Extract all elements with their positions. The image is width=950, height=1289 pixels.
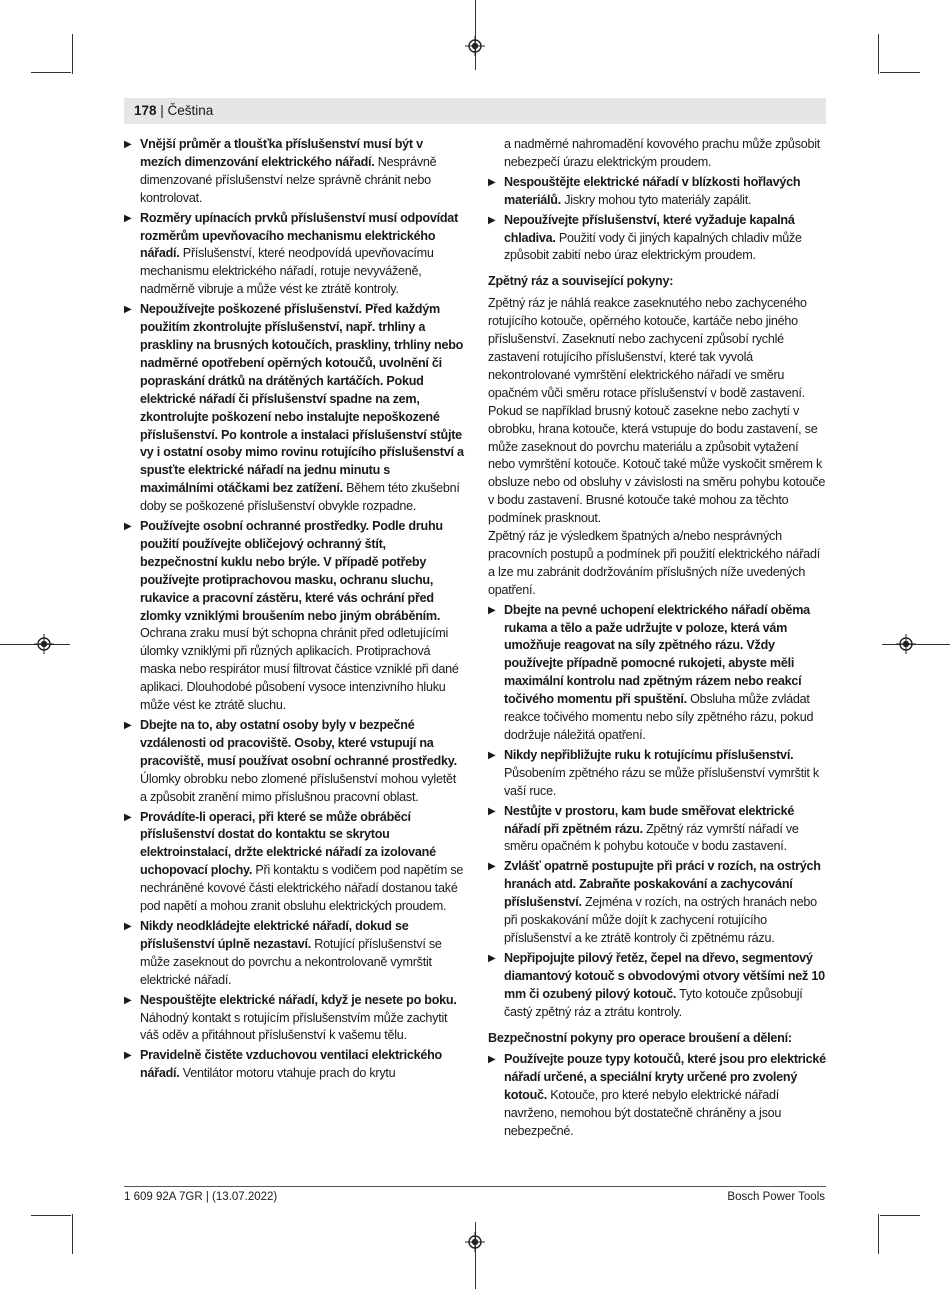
section-heading-kickback: Zpětný ráz a související pokyny: [488, 274, 674, 289]
bullet-item [124, 518, 464, 715]
bullet-triangle-icon: ▶ [124, 212, 132, 224]
bullet-normal-text: Působením zpětného rázu se může příslušenství vymrštit k vaší ruce. [504, 765, 819, 798]
bullet-triangle-icon: ▶ [124, 304, 132, 316]
bullet-normal-text: Příslušenství, které neodpovídá upevňovacímu mechanismu elektrického nářadí, rotuje nevyváženě, nadměrně vibruje a může vést ke ztrátě kontroly. [140, 246, 434, 297]
bullet-item [488, 803, 828, 857]
bullet-item [124, 1047, 464, 1083]
footer-doc-code: 1 609 92A 7GR | (13.07.2022) [124, 1191, 278, 1203]
bullet-triangle-icon: ▶ [124, 521, 132, 533]
bullet-triangle-icon: ▶ [124, 994, 132, 1006]
bullet-normal-text: Zejména v rozích, na ostrých hranách nebo při poskakování může dojít k zachycení rotujícího příslušenství a ke ztrátě kontroly či zpětnému rázu. [504, 895, 817, 945]
bullet-bold-text: Rozměry upínacích prvků příslušenství musí odpovídat rozměrům upevňovacího mechanismu elektrického nářadí. [140, 210, 459, 261]
bullet-bold-text: Provádíte-li operaci, při které se může obráběcí příslušenství dostat do kontaktu se skrytou elektroinstalací, držte elektrické nářadí za izolované uchopovací plochy. [140, 809, 436, 878]
bullet-item [124, 918, 464, 990]
bullet-bold-text: Nepoužívejte poškozené příslušenství. Před každým použitím zkontrolujte příslušenství, např. trhliny a praskliny na brusných kotoučích, praskliny, trhliny nebo nadměrné opotřebení opěrných kotoučů, uvolnění či popraskání drátků na drátěných kartáčích. Pokud elektrické nářadí či příslušenství spadne na zem, zkontrolujte poškození nebo instalujte nepoškozené příslušenství. Po kontrole a instalaci příslušenství stůjte vy i ostatní osoby mimo rovinu rotujícího příslušenství a spusťte elektrické nářadí na jednu minutu s maximálními otáčkami bez zatížení. [140, 302, 464, 496]
bullet-bold-text: Dbejte na pevné uchopení elektrického nářadí oběma rukama a tělo a paže udržujte v poloze, která vám umožňuje reagovat na síly zpětného rázu. Vždy používejte případně pomocné rukojeti, abyste měli maximální kontrolu nad zpětným rázem nebo reakcí točivého momentu při spuštění. [504, 602, 810, 707]
footer-rule [124, 1186, 826, 1187]
bullet-bold-text: Nikdy nepřibližujte ruku k rotujícímu příslušenství. [504, 747, 794, 762]
bullet-bold-text: Nikdy neodkládejte elektrické nářadí, dokud se příslušenství úplně nezastaví. [140, 918, 409, 951]
bullet-normal-text: Kotouče, pro které nebylo elektrické nářadí navrženo, nemohou být dostatečně chráněny a jsou nebezpečné. [504, 1088, 782, 1139]
registration-mark-icon [34, 634, 54, 654]
bullet-normal-text: Ochrana zraku musí být schopna chránit před odletujícími úlomky vzniklými při různých aplikacích. Protiprachová maska nebo respirátor musí filtrovat částice vzniklé při dané aplikaci. Dlouhodobé působení vysoce intenzivního hluku může vést ke ztrátě sluchu. [140, 626, 459, 713]
bullet-bold-text: Používejte osobní ochranné prostředky. Podle druhu použití používejte obličejový ochranný štít, bezpečnostní kuklu nebo brýle. V případě potřeby používejte protiprachovou masku, ochranu sluchu, rukavice a pracovní zástěru, které vás ochrání před zlomky vzniklými broušením nebo jiným obráběním. [140, 519, 443, 623]
bullet-bold-text: Vnější průměr a tloušťka příslušenství musí být v mezích dimenzování elektrického nářadí. [140, 137, 423, 169]
bullet-item [488, 1051, 828, 1141]
bullet-bold-text: Nepřipojujte pilový řetěz, čepel na dřevo, segmentový diamantový kotouč s obvodovými otvory většími než 10 mm či ozubený pilový kotouč. [504, 950, 825, 1001]
page-number: 178 [134, 103, 157, 118]
bullet-normal-text: Použití vody či jiných kapalných chladiv může způsobit zabití nebo úraz elektrickým proudem. [504, 230, 802, 263]
bullet-item [124, 809, 464, 916]
bullet-triangle-icon: ▶ [488, 214, 496, 226]
crop-mark [31, 72, 71, 73]
crop-mark [475, 0, 476, 70]
bullet-triangle-icon: ▶ [124, 920, 132, 932]
bullet-bold-text: Zvlášť opatrně postupujte při práci v rozích, na ostrých hranách atd. Zabraňte poskakování a zachycování příslušenství. [504, 859, 821, 910]
bullet-bold-text: Nepoužívejte příslušenství, které vyžaduje kapalná chladiva. [504, 212, 795, 245]
crop-mark [72, 1214, 73, 1254]
bullet-bold-text: Používejte pouze typy kotoučů, které jsou pro elektrické nářadí určené, a speciální kryty určené pro zvolený kotouč. [504, 1052, 826, 1103]
bullet-normal-text: Nesprávně dimenzované příslušenství nelze správně chránit nebo kontrolovat. [140, 154, 437, 205]
crop-mark [878, 1214, 879, 1254]
bullet-item [488, 858, 828, 948]
bullet-triangle-icon: ▶ [488, 805, 496, 817]
page-header [134, 102, 213, 120]
crop-mark [878, 34, 879, 74]
bullet-normal-text: Zpětný ráz vymrští nářadí ve směru opačném k pohybu kotouče v bodu zastavení. [504, 821, 799, 854]
crop-mark [880, 1215, 920, 1216]
bullet-triangle-icon: ▶ [488, 749, 496, 761]
bullet-normal-text: Jiskry mohou tyto materiály zapálit. [561, 192, 752, 207]
kickback-paragraph: Zpětný ráz je náhlá reakce zaseknutého nebo zachyceného rotujícího kotouče, opěrného kotouče, kartáče nebo jiného příslušenství. Zaseknutí nebo zachycení způsobí rychlé zastavení rotujícího příslušenství, které tak vyvolá nekontrolované vymrštění elektrického nářadí ve směru opačném vůči směru rotace příslušenství v bodě zastavení. Pokud se například brusný kotouč zasekne nebo zachytí v obrobku, hrana kotouče, která vstupuje do bodu zastavení, se může zaseknout do povrchu materiálu a způsobit vytažení nebo vymrštění kotouče. Kotouč také může vyskočit směrem k obsluze nebo od obsluhy v závislosti na směru pohybu kotouče v bodu zastavení. Brusné kotouče také mohou za těchto podmínek prasknout. [488, 296, 826, 526]
bullet-triangle-icon: ▶ [124, 720, 132, 731]
registration-mark-icon [465, 36, 485, 56]
kickback-paragraph: Zpětný ráz je výsledkem špatných a/nebo nesprávných pracovních postupů a podmínek při použití elektrického nářadí a lze mu zabránit dodržováním příslušných níže uvedených opatření. [488, 529, 820, 597]
header-language: Čeština [167, 103, 214, 118]
left-column [124, 136, 464, 1085]
header-separator: | [156, 103, 168, 118]
bullet-triangle-icon: ▶ [488, 952, 496, 964]
bullet-triangle-icon: ▶ [488, 604, 496, 616]
bullet-normal-text: Úlomky obrobku nebo zlomené příslušenství mohou vyletět a způsobit zranění mimo příslušnou pracovní oblast. [140, 771, 456, 804]
bullet-triangle-icon: ▶ [488, 1054, 496, 1066]
continuation-text: a nadměrné nahromadění kovového prachu může způsobit nebezpečí úrazu elektrickým proudem. [504, 137, 821, 169]
header-bar [124, 98, 826, 124]
bullet-triangle-icon: ▶ [124, 1050, 132, 1062]
bullet-triangle-icon: ▶ [488, 861, 496, 873]
crop-mark [31, 1215, 71, 1216]
bullet-item [488, 174, 828, 210]
bullet-item [488, 602, 828, 745]
bullet-item [488, 950, 828, 1022]
crop-mark [72, 34, 73, 74]
bullet-triangle-icon: ▶ [124, 139, 132, 150]
registration-mark-icon [465, 1232, 485, 1252]
bullet-item [488, 747, 828, 801]
bullet-normal-text: Obsluha může zvládat reakce točivého momentu nebo síly zpětného rázu, pokud dodržuje náležitá opatření. [504, 692, 814, 742]
bullet-bold-text: Nespouštějte elektrické nářadí, když je nesete po boku. [140, 992, 457, 1007]
right-column [488, 136, 828, 1143]
bullet-bold-text: Nespouštějte elektrické nářadí v blízkosti hořlavých materiálů. [504, 174, 801, 207]
bullet-normal-text: Během této zkušební doby se poškozené příslušenství obvykle rozpadne. [140, 481, 460, 514]
bullet-item [124, 992, 464, 1046]
bullet-bold-text: Pravidelně čistěte vzduchovou ventilaci elektrického nářadí. [140, 1048, 442, 1081]
crop-mark [880, 72, 920, 73]
crop-mark [882, 644, 950, 645]
bullet-item [124, 136, 464, 208]
bullet-normal-text: Ventilátor motoru vtahuje prach do krytu [179, 1066, 396, 1081]
bullet-triangle-icon: ▶ [124, 811, 132, 823]
bullet-item [124, 210, 464, 300]
bullet-normal-text: Rotující příslušenství se může zaseknout do povrchu a nekontrolovaně vymrštit elektrické nářadí. [140, 936, 442, 987]
bullet-item [488, 212, 828, 266]
bullet-item [124, 301, 464, 516]
bullet-normal-text: Tyto kotouče způsobují častý zpětný ráz a ztrátu kontroly. [504, 986, 803, 1019]
bullet-triangle-icon: ▶ [488, 176, 496, 188]
bullet-bold-text: Nestůjte v prostoru, kam bude směřovat elektrické nářadí při zpětném rázu. [504, 803, 795, 836]
footer-brand: Bosch Power Tools [727, 1191, 825, 1203]
bullet-item [124, 717, 464, 807]
bullet-bold-text: Dbejte na to, aby ostatní osoby byly v bezpečné vzdálenosti od pracoviště. Osoby, které vstupují na pracoviště, musí používat osobní ochranné prostředky. [140, 718, 457, 768]
section-heading-grinding: Bezpečnostní pokyny pro operace broušení a dělení: [488, 1030, 792, 1045]
registration-mark-icon [896, 634, 916, 654]
bullet-normal-text: Náhodný kontakt s rotujícím příslušenstvím může zachytit váš oděv a přitáhnout příslušenství k vašemu tělu. [140, 1010, 448, 1043]
bullet-normal-text: Při kontaktu s vodičem pod napětím se nechráněné kovové části elektrického nářadí dostanou také pod napětí a mohou zranit obsluhu elektrických proudem. [140, 863, 464, 914]
